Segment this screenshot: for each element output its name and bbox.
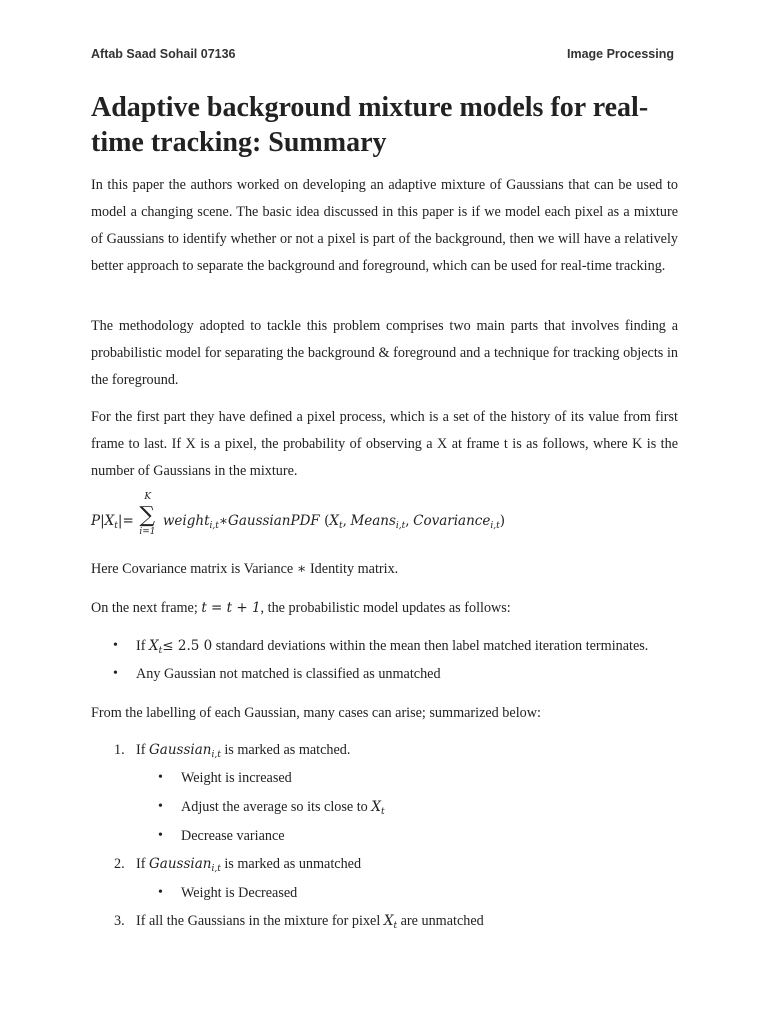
case-1: If Gaussian$_{i,t}$ is marked as matched. bbox=[136, 742, 351, 760]
case-1-item: Weight is increased bbox=[181, 770, 292, 786]
case-2: If Gaussian$_{i,t}$ is marked as unmatched bbox=[136, 856, 362, 874]
case-number: 3. bbox=[114, 913, 125, 929]
case-number: 1. bbox=[114, 742, 125, 758]
case-1-item: Decrease variance bbox=[181, 828, 285, 844]
document-title: Adaptive background mixture models for real-time tracking: Summary bbox=[91, 92, 649, 158]
next-frame-line: On the next frame; t = t + 1, the probabilistic model updates as follows: bbox=[91, 600, 511, 616]
covariance-note: Here Covariance matrix is Variance ∗ Identity matrix. bbox=[91, 561, 399, 577]
case-number: 2. bbox=[114, 856, 125, 872]
paragraph-methodology: The methodology adopted to tackle this problem comprises two main parts that involves finding a probabilistic model for separating the background & foreground and a technique for tracking objects in the foreground. bbox=[91, 318, 678, 388]
bullet-marker: • bbox=[158, 770, 163, 785]
paragraph-pixel-process: For the first part they have defined a pixel process, which is a set of the history of its value from first frame to last. If X is a pixel, the probability of observing a X at frame t is as follows, where K is the number of Gaussians in the mixture. bbox=[91, 409, 678, 479]
labelling-intro: From the labelling of each Gaussian, many cases can arise; summarized below: bbox=[91, 705, 541, 721]
probability-equation: $P|X_t|=$ K ∑ i=1 weight$_{i,t}$∗GaussianPDF ($X_t$, Means$_{i,t}$, Covariance$_{i,t}$) bbox=[91, 492, 505, 537]
case-1-item: Adjust the average so its close to $X_t$ bbox=[181, 799, 385, 817]
bullet-marker: • bbox=[113, 666, 118, 681]
case-3: If all the Gaussians in the mixture for pixel $X_t$ are unmatched bbox=[136, 913, 484, 931]
paragraph-intro: In this paper the authors worked on developing an adaptive mixture of Gaussians that can be used to model a changing scene. The basic idea discussed in this paper is if we model each pixel as a mixture of Gaussians to identify whether or not a pixel is part of the background, then we will have a relatively better approach to separate the background and foreground, which can be used for real-time tracking. bbox=[91, 177, 678, 274]
header-course: Image Processing bbox=[567, 47, 674, 61]
update-rule-2: Any Gaussian not matched is classified as unmatched bbox=[136, 666, 441, 682]
bullet-marker: • bbox=[158, 828, 163, 843]
header-author: Aftab Saad Sohail 07136 bbox=[91, 47, 236, 61]
update-rule-1: If $X_t\le 2.5$ 0 standard deviations within the mean then label matched iteration terminates. bbox=[136, 638, 649, 656]
bullet-marker: • bbox=[113, 638, 118, 653]
bullet-marker: • bbox=[158, 799, 163, 814]
case-2-item: Weight is Decreased bbox=[181, 885, 298, 901]
bullet-marker: • bbox=[158, 885, 163, 900]
sum-operator: K ∑ i=1 bbox=[139, 492, 156, 537]
